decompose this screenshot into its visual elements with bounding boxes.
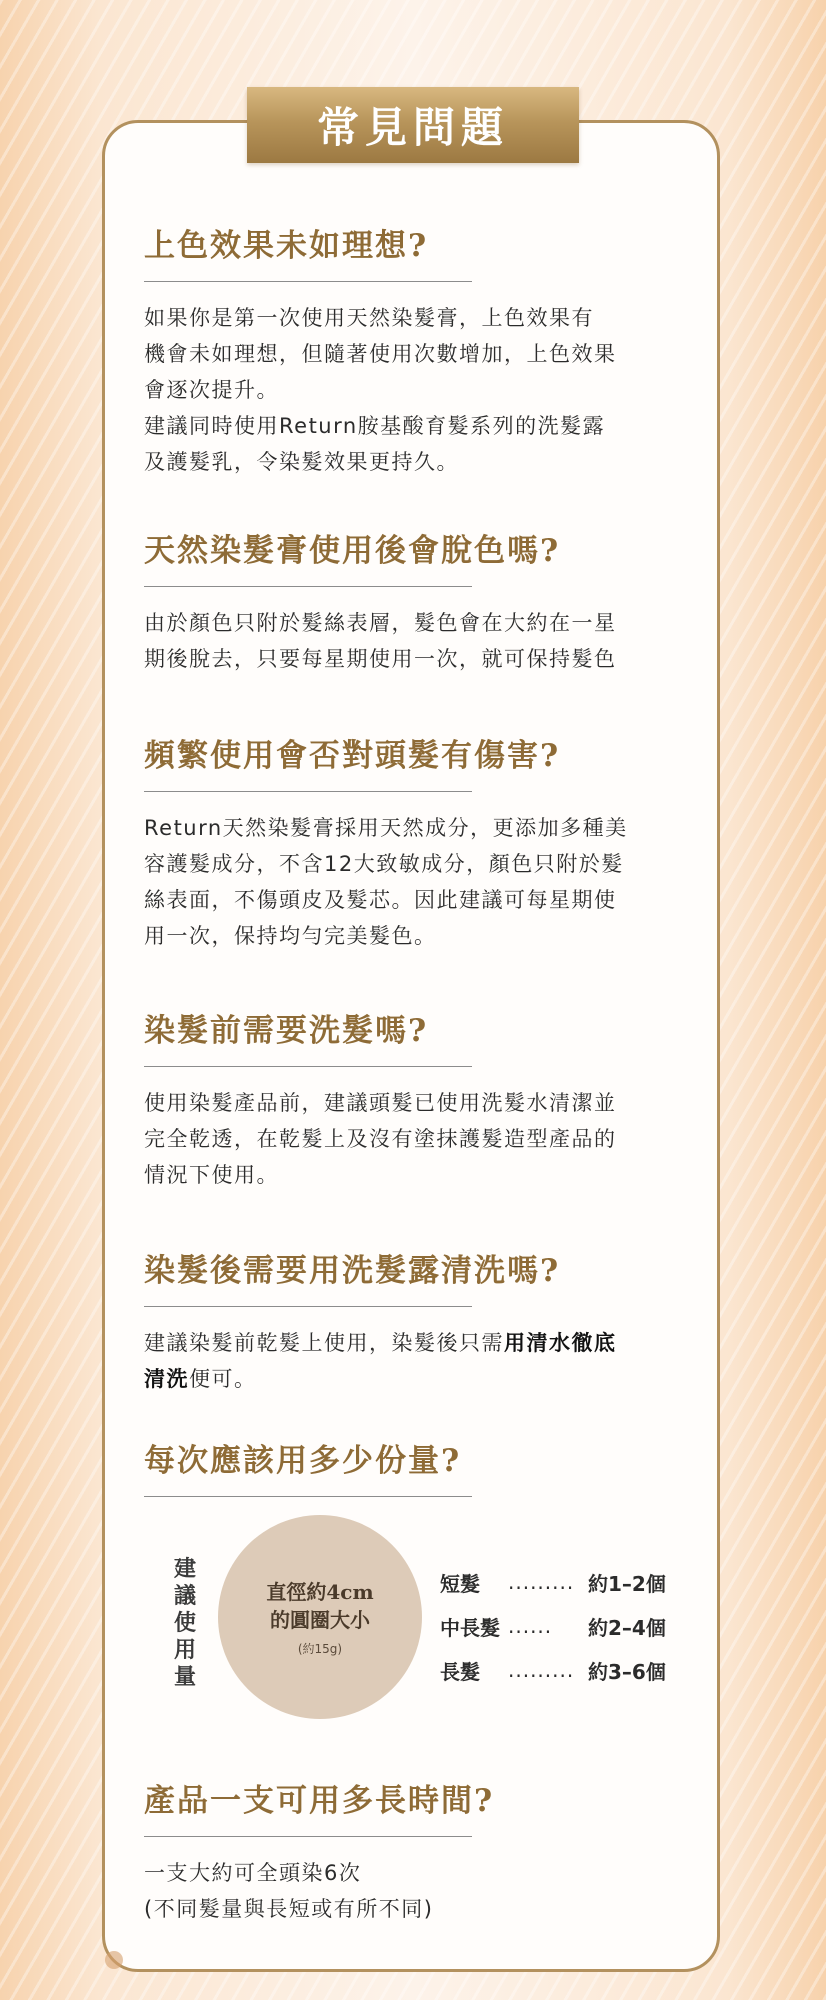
answer-line: (不同髮量與長短或有所不同) bbox=[144, 1897, 434, 1921]
answer-line: 一支大約可全頭染6次 bbox=[144, 1861, 362, 1885]
hair-length: 短髮 bbox=[440, 1571, 480, 1596]
faq-answer bbox=[144, 1085, 684, 1193]
answer-line: Return天然染髮膏採用天然成分，更添加多種美 bbox=[144, 816, 628, 840]
hair-length: 長髮 bbox=[440, 1659, 480, 1684]
faq-question: 每次應該用多少份量? bbox=[144, 1435, 472, 1497]
answer-line: 容護髮成分，不含12大致敏成分，顏色只附於髮 bbox=[144, 852, 624, 876]
usage-amounts bbox=[440, 1560, 666, 1692]
faq-banner bbox=[247, 87, 579, 163]
answer-line: 用一次，保持均勻完美髮色。 bbox=[144, 924, 437, 948]
answer-emphasis: 清洗 bbox=[144, 1367, 189, 1391]
circle-subtitle: (約15g) bbox=[297, 1641, 343, 1656]
answer-text: 建議染髮前乾髮上使用，染髮後只需 bbox=[144, 1331, 504, 1355]
answer-line: 情況下使用。 bbox=[144, 1163, 279, 1187]
answer-line: 由於顏色只附於髮絲表層，髮色會在大約在一星 bbox=[144, 611, 617, 635]
faq-item-frequent-use bbox=[144, 730, 684, 954]
answer-text: 便可。 bbox=[189, 1367, 257, 1391]
faq-item-amount bbox=[144, 1435, 684, 1497]
amount-value: 約3–6個 bbox=[588, 1659, 666, 1684]
faq-question: 天然染髮膏使用後會脫色嗎? bbox=[144, 525, 472, 587]
faq-question: 頻繁使用會否對頭髮有傷害? bbox=[144, 730, 472, 792]
amount-row-medium bbox=[440, 1604, 666, 1648]
usage-circle bbox=[218, 1515, 422, 1719]
answer-emphasis: 用清水徹底 bbox=[504, 1331, 617, 1355]
usage-label: 建議使用量 bbox=[173, 1556, 196, 1690]
answer-line: 及護髮乳，令染髮效果更持久。 bbox=[144, 450, 459, 474]
answer-line: 建議同時使用Return胺基酸育髮系列的洗髮露 bbox=[144, 414, 606, 438]
faq-answer bbox=[144, 1855, 684, 1927]
faq-question: 染髮前需要洗髮嗎? bbox=[144, 1005, 472, 1067]
faq-answer bbox=[144, 300, 684, 480]
answer-line: 機會未如理想，但隨著使用次數增加，上色效果 bbox=[144, 342, 617, 366]
banner-title: 常見問題 bbox=[316, 103, 509, 152]
faq-question: 上色效果未如理想? bbox=[144, 220, 472, 282]
faq-answer bbox=[144, 605, 684, 677]
faq-question: 染髮後需要用洗髮露清洗嗎? bbox=[144, 1245, 472, 1307]
faq-answer bbox=[144, 810, 684, 954]
answer-line: 完全乾透，在乾髮上及沒有塗抹護髮造型產品的 bbox=[144, 1127, 617, 1151]
answer-line: 期後脫去，只要每星期使用一次，就可保持髮色 bbox=[144, 647, 617, 671]
amount-row-short bbox=[440, 1560, 666, 1604]
faq-item-fading bbox=[144, 525, 684, 677]
amount-value: 約1–2個 bbox=[588, 1571, 666, 1596]
faq-item-wash-after bbox=[144, 1245, 684, 1397]
faq-item-color-result bbox=[144, 220, 684, 480]
faq-item-duration bbox=[144, 1775, 684, 1927]
dot-leader: ...... bbox=[508, 1614, 553, 1638]
hair-length: 中長髮 bbox=[440, 1615, 500, 1640]
answer-line: 使用染髮產品前，建議頭髮已使用洗髮水清潔並 bbox=[144, 1091, 617, 1115]
answer-line: 如果你是第一次使用天然染髮膏，上色效果有 bbox=[144, 306, 594, 330]
amount-value: 約2–4個 bbox=[588, 1615, 666, 1640]
faq-answer bbox=[144, 1325, 684, 1397]
dot-leader: ......... bbox=[508, 1658, 575, 1682]
faq-item-wash-before bbox=[144, 1005, 684, 1193]
amount-row-long bbox=[440, 1648, 666, 1692]
circle-title: 直徑約4cm的圓圈大小 bbox=[266, 1579, 374, 1632]
faq-question: 產品一支可用多長時間? bbox=[144, 1775, 472, 1837]
answer-line: 絲表面，不傷頭皮及髮芯。因此建議可每星期使 bbox=[144, 888, 617, 912]
answer-line: 會逐次提升。 bbox=[144, 378, 279, 402]
dot-leader: ......... bbox=[508, 1570, 575, 1594]
page-curl-decoration bbox=[105, 1951, 123, 1969]
